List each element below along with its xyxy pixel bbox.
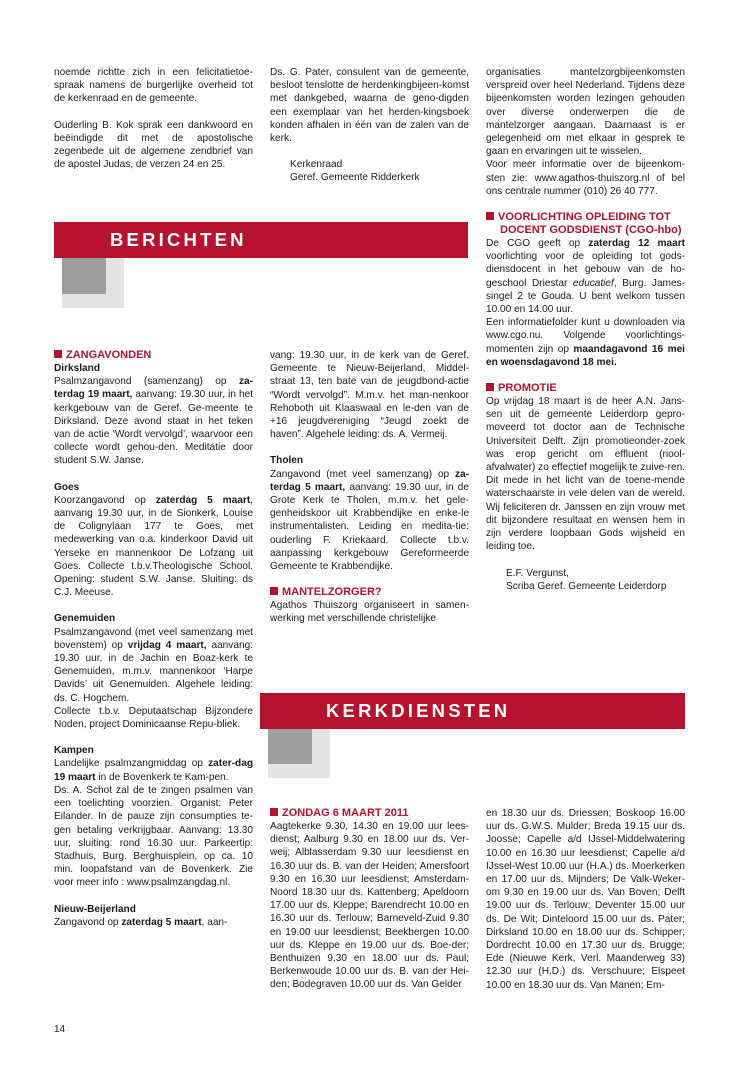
square-bullet-icon — [270, 587, 278, 595]
paragraph: vang: 19.30 uur, in de kerk van de Geref. Gemeente te Nieuw-Beijerland, Middel-straat 13, ten bate van de jeugdbond-actie “Wordt vervolgd”. M.m.v. het man-nenkoor Rehoboth uit Klaaswaal en le-den van de +16 jeugdvereniging “Jeugd zoekt de haven”. Algehele leiding: ds. A. Vermeij. — [270, 350, 469, 441]
paragraph: Ds. A. Schot zal de te zingen psalmen van een toelichting voorzien. Organist: Peter Eilander. In de pauze zijn consumpties te-gen betaling verkrijgbaar. Aanvang: 13.30 uur, sluiting: rond 16.30 uur. Parkeertip: Stadhuis, Burg. Berghuisplein, op ca. 10 min. loopafstand van de Bovenkerk. Zie voor meer info : www.psalmzangdag.nl. — [54, 784, 253, 889]
square-bullet-icon — [270, 808, 278, 816]
square-bullet-icon — [54, 350, 62, 358]
paragraph: Voor meer informatie over de bijeenkom-sten zie: www.agathos-thuiszorg.nl of bel ons centrale nummer (010) 26 40 777. — [486, 159, 685, 197]
paragraph: De CGO geeft op zaterdag 12 maart voorlichting voor de opleiding tot gods-diensdocent in het gebouw van de ho-geschool Driestar educatief, Burg. James-singel 2 te Gouda. U bent welkom tussen 10.00 en 14.00 uur. — [486, 238, 685, 316]
paragraph: Zangavond op zaterdag 5 maart, aan- — [54, 916, 228, 928]
berichten-column-2 — [270, 349, 469, 626]
paragraph: Op vrijdag 18 maart is de heer A.N. Jans-sen uit de gemeente Leiderdorp gepro-moveerd tot doctor aan de Technische Universiteit Delft. Zijn promotieonder-zoek was erop gericht om effluent (riool-afvalwater) zo effectief mogelijk te zuive-ren. Dit mede in het licht van de toene-mende waterschaarste in vele delen van de wereld. Wij feliciteren dr. Janssen en zijn vrouw met dit bijzondere resultaat en wensen hem in zijn verdere loopbaan Gods wijsheid en leiding toe. — [486, 396, 685, 553]
berichten-column-1 — [54, 349, 253, 929]
paragraph: Landelijke psalmzangmiddag op zater-dag 19 maart in de Bovenkerk te Kam-pen. — [54, 758, 253, 783]
paragraph: Koorzangavond op zaterdag 5 maart, aanvang 19.30 uur, in de Sionkerk, Louise de Colignylaan 177 te Goes, met medewerking van o.a. kinderkoor David uit Yerseke en mannenkoor De Lofzang uit Goes. Collecte t.b.v.Theologische School. Opening: student S.W. Janse. Sluiting: ds C.J. Meeuse. — [54, 494, 253, 599]
paragraph: Ouderling B. Kok sprak een dankwoord en beëindigde dit met de apostolische zegenbede uit de algemene zendbrief van de apostel Judas, de verzen 24 en 25. — [54, 119, 253, 171]
subheading: Kampen — [54, 745, 94, 757]
kerkdiensten-title: KERKDIENSTEN — [326, 700, 511, 721]
subheading: Goes — [54, 481, 80, 493]
berichten-title: BERICHTEN — [110, 229, 247, 250]
signature-line: Kerkenraad — [290, 159, 343, 171]
paragraph: Agathos Thuiszorg organiseert in samen-werking met verschillende christelijke — [270, 600, 469, 625]
paragraph: noemde richtte zich in een felicitatietoe-spraak namens de burgerlijke overheid tot de kerkenraad en de gemeente. — [54, 67, 253, 105]
section-heading-promotie: PROMOTIE — [486, 382, 685, 395]
signature-line: Geref. Gemeente Ridderkerk — [290, 172, 420, 184]
signature-line: Scriba Geref. Gemeente Leiderdorp — [506, 580, 667, 592]
right-column — [486, 66, 685, 593]
paragraph: Aagtekerke 9.30, 14.30 en 19.00 uur lees-dienst; Aalburg 9.30 en 18.00 uur ds. Ver-weij; Alblasserdam 9.30 uur leesdienst en 16.30 uur ds. B. van der Heiden; Amersfoort 9.30 en 16.30 uur leesdienst; Amsterdam-Noord 18.30 uur ds. Kattenberg; Apeldoorn 17.00 uur ds. Kleppe; Barendrecht 10.00 en 16.30 uur ds. Terlouw; Barneveld-Zuid 9.30 en 19.00 uur leesdienst; Beekbergen 10.00 uur ds. Kleppe en 19.00 uur ds. Boe-der; Benthuizen 9.30 en 18.00 uur ds. Paul; Berkenwoude 10.00 uur ds. B. van der Hei-den; Bodegraven 10.00 uur ds. Van Gelder — [270, 821, 469, 991]
paragraph: Een informatiefolder kunt u downloaden via www.cgo.nu. Volgende voorlichtings-momenten zijn op maandagavond 16 mei en woensdagavond 18 mei. — [486, 317, 685, 368]
subheading: Genemuiden — [54, 613, 116, 625]
kerkdiensten-column-3 — [486, 807, 685, 992]
kerkdiensten-column-2 — [270, 807, 469, 992]
section-heading-mantelzorger: MANTELZORGER? — [270, 586, 469, 599]
paragraph: organisaties mantelzorgbijeenkomsten verspreid over heel Nederland. Tijdens deze bijeenkomsten worden lezingen gehouden over diverse onderwerpen die de mantelzorger aangaan. Daarnaast is er gelegenheid om met elkaar in gesprek te gaan en ervaringen uit te wisselen. — [486, 67, 685, 158]
paragraph: Psalmzangavond (samenzang) op za-terdag 19 maart, aanvang: 19.30 uur, in het kerkgebouw van de Geref. Ge-meente te Dirksland. Deze avond staat in het teken van de actie ‘Wordt vervolgd’, waarvoor een collecte wordt gehou-den. Meditatie door student S.W. Janse. — [54, 376, 253, 467]
signature-line: E.F. Vergunst, — [506, 567, 569, 579]
paragraph: en 18.30 uur ds. Driessen; Boskoop 16.00 uur ds. G.W.S. Mulder; Breda 19.15 uur ds. Joosse; Capelle a/d IJssel-Middelwatering 10.00 en 16.30 uur leesdienst; Capelle a/d IJssel-West 10.00 uur (H.A.) ds. Moerkerken en 17.00 uur ds. Mijnders; De Valk-Weker-om 9.30 en 19.00 uur ds. Van Boven; Delft 19.00 uur ds. Terlouw; Deventer 15.00 uur ds. De Wit; Dinteloord 15.00 uur ds. Pater; Dirksland 10.00 en 18.00 uur ds. Schipper; Dordrecht 10.00 en 17.30 uur ds. Brugge; Ede (Nieuwe Kerk, Verl. Maanderweg 33) 12.30 uur (H.D.) ds. Verschuure; Elspeet 10.00 en 18.30 uur ds. Van Manen; Em- — [486, 808, 685, 991]
section-heading-zondag: ZONDAG 6 MAART 2011 — [270, 807, 469, 820]
top-column-1 — [54, 66, 253, 171]
section-heading-voorlichting: VOORLICHTING OPLEIDING TOT DOCENT GODSDIENST (CGO-hbo) — [486, 211, 685, 237]
paragraph: Collecte t.b.v. Deputaatschap Bijzondere Noden, project Dominicaanse Repu-bliek. — [54, 705, 253, 731]
top-column-2 — [270, 66, 469, 185]
subheading: Dirksland — [54, 363, 100, 374]
section-heading-zangavonden: ZANGAVONDEN — [54, 349, 253, 362]
square-bullet-icon — [486, 212, 494, 220]
square-bullet-icon — [486, 383, 494, 391]
paragraph: Ds. G. Pater, consulent van de gemeente, besloot tenslotte de herdenkingbijeen-komst met dankgebed, waarna de geno-digden een exemplaar van het herden-kingsboek konden afhalen in één van de zalen van de kerk. — [270, 67, 469, 145]
page-number: 14 — [54, 1024, 66, 1035]
subheading: Tholen — [270, 455, 304, 467]
subheading: Nieuw-Beijerland — [54, 903, 136, 915]
paragraph: Zangavond (met veel samenzang) op za-terdag 5 maart, aanvang: 19.30 uur, in de Grote Kerk te Tholen, m.m.v. het gele-genheidskoor uit Krabbendijke en enke-le instrumentalisten. Leiding en medita-tie: ouderling F. Kriekaard. Collecte t.b.v. aanpassing kerkgebouw Gereformeerde Gemeente te Krabbendijke. — [270, 468, 470, 573]
paragraph: Psalmzangavond (met veel samenzang met bovenstem) op vrijdag 4 maart, aanvang: 19.30 uur, in de Jachin en Boaz-kerk te Genemuiden, m.m.v. mannenkoor ‘Harpe Davids’ uit Genemuiden. Algehele leiding: ds. C. Hogchem. — [54, 626, 253, 704]
